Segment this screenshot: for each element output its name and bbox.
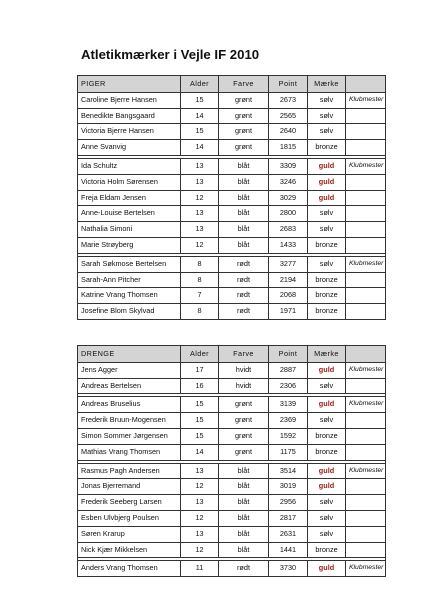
table-row [78, 237, 386, 253]
athlete-name: Mathias Vrang Thomsen [78, 444, 181, 460]
header-note [346, 76, 386, 93]
athlete-age: 12 [181, 479, 219, 495]
athlete-age: 13 [181, 222, 219, 238]
header-color: Farve [219, 346, 269, 363]
athlete-points: 3019 [269, 479, 308, 495]
header-color: Farve [219, 76, 269, 93]
table-row [78, 288, 386, 304]
athlete-name: Jens Agger [78, 362, 181, 378]
header-name: DRENGE [78, 346, 181, 363]
athlete-age: 15 [181, 124, 219, 140]
badge-color: blåt [219, 463, 269, 479]
badge-mark: guld [308, 362, 346, 378]
club-champion-note: Klubmester [346, 397, 386, 413]
table-row [78, 526, 386, 542]
badge-mark: bronze [308, 428, 346, 444]
badge-mark: sølv [308, 510, 346, 526]
athlete-name: Victoria Holm Sørensen [78, 174, 181, 190]
header-age: Alder [181, 76, 219, 93]
athlete-name: Anne Svanvig [78, 140, 181, 156]
badge-color: rødt [219, 256, 269, 272]
boys-table [77, 345, 386, 577]
badge-color: blåt [219, 237, 269, 253]
badge-mark: bronze [308, 542, 346, 558]
table-row [78, 174, 386, 190]
club-champion-note [346, 479, 386, 495]
athlete-points: 2683 [269, 222, 308, 238]
badge-mark: guld [308, 397, 346, 413]
athlete-age: 14 [181, 140, 219, 156]
athlete-age: 12 [181, 190, 219, 206]
athlete-age: 15 [181, 397, 219, 413]
club-champion-note [346, 526, 386, 542]
athlete-points: 3309 [269, 158, 308, 174]
club-champion-note [346, 495, 386, 511]
club-champion-note [346, 304, 386, 320]
athlete-age: 13 [181, 495, 219, 511]
athlete-name: Anne-Louise Bertelsen [78, 206, 181, 222]
badge-mark: guld [308, 561, 346, 577]
athlete-name: Rasmus Pagh Andersen [78, 463, 181, 479]
athlete-age: 8 [181, 256, 219, 272]
badge-mark: guld [308, 463, 346, 479]
athlete-points: 2565 [269, 108, 308, 124]
badge-color: rødt [219, 304, 269, 320]
athlete-name: Freja Eldam Jensen [78, 190, 181, 206]
athlete-age: 13 [181, 526, 219, 542]
badge-color: hvidt [219, 362, 269, 378]
header-note [346, 346, 386, 363]
club-champion-note [346, 444, 386, 460]
table-row [78, 140, 386, 156]
badge-color: grønt [219, 397, 269, 413]
athlete-age: 14 [181, 108, 219, 124]
athlete-name: Nick Kjær Mikkelsen [78, 542, 181, 558]
club-champion-note [346, 288, 386, 304]
athlete-points: 1433 [269, 237, 308, 253]
athlete-age: 12 [181, 510, 219, 526]
header-points: Point [269, 346, 308, 363]
badge-color: grønt [219, 428, 269, 444]
athlete-points: 1971 [269, 304, 308, 320]
athlete-name: Ida Schultz [78, 158, 181, 174]
athlete-age: 12 [181, 542, 219, 558]
badge-mark: sølv [308, 124, 346, 140]
athlete-name: Søren Krarup [78, 526, 181, 542]
badge-color: hvidt [219, 378, 269, 394]
athlete-age: 8 [181, 304, 219, 320]
header-age: Alder [181, 346, 219, 363]
table-row [78, 158, 386, 174]
athlete-name: Jonas Bjerremand [78, 479, 181, 495]
athlete-points: 3139 [269, 397, 308, 413]
athlete-points: 2369 [269, 413, 308, 429]
athlete-age: 13 [181, 206, 219, 222]
badge-mark: bronze [308, 304, 346, 320]
badge-mark: guld [308, 158, 346, 174]
table-row [78, 272, 386, 288]
athlete-age: 13 [181, 174, 219, 190]
athlete-name: Andreas Bruselius [78, 397, 181, 413]
athlete-name: Josefine Blom Skylvad [78, 304, 181, 320]
table-row [78, 190, 386, 206]
table-row [78, 378, 386, 394]
table-row [78, 542, 386, 558]
badge-mark: bronze [308, 288, 346, 304]
club-champion-note [346, 174, 386, 190]
athlete-points: 2631 [269, 526, 308, 542]
table-row [78, 495, 386, 511]
club-champion-note [346, 222, 386, 238]
header-points: Point [269, 76, 308, 93]
athlete-points: 3730 [269, 561, 308, 577]
athlete-age: 15 [181, 92, 219, 108]
badge-color: blåt [219, 158, 269, 174]
athlete-age: 14 [181, 444, 219, 460]
table-row [78, 397, 386, 413]
athlete-age: 13 [181, 158, 219, 174]
header-name: PIGER [78, 76, 181, 93]
athlete-name: Victoria Bjerre Hansen [78, 124, 181, 140]
athlete-points: 2640 [269, 124, 308, 140]
athlete-points: 2194 [269, 272, 308, 288]
header-mark: Mærke [308, 76, 346, 93]
badge-color: blåt [219, 222, 269, 238]
table-row [78, 479, 386, 495]
athlete-name: Sarah Søkmose Bertelsen [78, 256, 181, 272]
page-title: Atletikmærker i Vejle IF 2010 [81, 47, 260, 62]
table-row [78, 362, 386, 378]
athlete-name: Marie Strøyberg [78, 237, 181, 253]
athlete-name: Frederik Bruun-Mogensen [78, 413, 181, 429]
club-champion-note [346, 510, 386, 526]
badge-color: blåt [219, 542, 269, 558]
athlete-points: 3277 [269, 256, 308, 272]
badge-mark: guld [308, 479, 346, 495]
badge-color: grønt [219, 124, 269, 140]
club-champion-note [346, 108, 386, 124]
table-header-row [78, 346, 386, 363]
badge-color: blåt [219, 495, 269, 511]
badge-mark: sølv [308, 256, 346, 272]
athlete-points: 1175 [269, 444, 308, 460]
badge-color: rødt [219, 272, 269, 288]
table-row [78, 206, 386, 222]
table-row [78, 222, 386, 238]
table-row [78, 510, 386, 526]
athlete-age: 11 [181, 561, 219, 577]
badge-color: grønt [219, 140, 269, 156]
athlete-age: 17 [181, 362, 219, 378]
badge-mark: sølv [308, 206, 346, 222]
club-champion-note [346, 140, 386, 156]
athlete-name: Anders Vrang Thomsen [78, 561, 181, 577]
table-row [78, 124, 386, 140]
club-champion-note: Klubmester [346, 362, 386, 378]
athlete-age: 15 [181, 428, 219, 444]
table-row [78, 413, 386, 429]
athlete-age: 15 [181, 413, 219, 429]
athlete-points: 2956 [269, 495, 308, 511]
club-champion-note [346, 124, 386, 140]
athlete-points: 1815 [269, 140, 308, 156]
athlete-points: 3029 [269, 190, 308, 206]
badge-mark: sølv [308, 495, 346, 511]
athlete-points: 3246 [269, 174, 308, 190]
badge-color: blåt [219, 510, 269, 526]
table-header-row [78, 76, 386, 93]
badge-color: blåt [219, 174, 269, 190]
club-champion-note: Klubmester [346, 463, 386, 479]
athlete-age: 16 [181, 378, 219, 394]
header-mark: Mærke [308, 346, 346, 363]
athlete-name: Nathalia Simoni [78, 222, 181, 238]
badge-color: grønt [219, 108, 269, 124]
table-row [78, 256, 386, 272]
girls-table [77, 75, 386, 320]
athlete-name: Simon Sommer Jørgensen [78, 428, 181, 444]
athlete-age: 7 [181, 288, 219, 304]
badge-mark: sølv [308, 413, 346, 429]
club-champion-note [346, 428, 386, 444]
badge-color: blåt [219, 479, 269, 495]
athlete-points: 2817 [269, 510, 308, 526]
athlete-points: 1592 [269, 428, 308, 444]
badge-mark: sølv [308, 108, 346, 124]
athlete-points: 2068 [269, 288, 308, 304]
badge-color: grønt [219, 92, 269, 108]
badge-mark: sølv [308, 92, 346, 108]
athlete-name: Benedikte Bangsgaard [78, 108, 181, 124]
badge-mark: sølv [308, 526, 346, 542]
table-row [78, 428, 386, 444]
table-row [78, 463, 386, 479]
table-row [78, 92, 386, 108]
badge-mark: sølv [308, 378, 346, 394]
club-champion-note [346, 190, 386, 206]
table-row [78, 108, 386, 124]
athlete-points: 2887 [269, 362, 308, 378]
athlete-name: Caroline Bjerre Hansen [78, 92, 181, 108]
club-champion-note [346, 413, 386, 429]
badge-color: blåt [219, 206, 269, 222]
badge-color: grønt [219, 444, 269, 460]
badge-mark: guld [308, 174, 346, 190]
club-champion-note: Klubmester [346, 158, 386, 174]
athlete-points: 1441 [269, 542, 308, 558]
badge-color: grønt [219, 413, 269, 429]
table-row [78, 444, 386, 460]
athlete-name: Andreas Bertelsen [78, 378, 181, 394]
athlete-points: 2673 [269, 92, 308, 108]
badge-mark: bronze [308, 237, 346, 253]
badge-mark: bronze [308, 272, 346, 288]
badge-color: rødt [219, 288, 269, 304]
badge-color: rødt [219, 561, 269, 577]
table-row [78, 561, 386, 577]
club-champion-note: Klubmester [346, 256, 386, 272]
club-champion-note: Klubmester [346, 561, 386, 577]
club-champion-note [346, 378, 386, 394]
club-champion-note: Klubmester [346, 92, 386, 108]
badge-mark: sølv [308, 222, 346, 238]
athlete-age: 8 [181, 272, 219, 288]
club-champion-note [346, 237, 386, 253]
badge-mark: guld [308, 190, 346, 206]
table-row [78, 304, 386, 320]
athlete-name: Sarah-Ann Pitcher [78, 272, 181, 288]
badge-color: blåt [219, 526, 269, 542]
badge-mark: bronze [308, 140, 346, 156]
athlete-name: Katrine Vrang Thomsen [78, 288, 181, 304]
athlete-points: 2800 [269, 206, 308, 222]
badge-color: blåt [219, 190, 269, 206]
athlete-points: 2306 [269, 378, 308, 394]
club-champion-note [346, 206, 386, 222]
club-champion-note [346, 272, 386, 288]
athlete-age: 12 [181, 237, 219, 253]
athlete-name: Frederik Seeberg Larsen [78, 495, 181, 511]
badge-mark: bronze [308, 444, 346, 460]
athlete-points: 3514 [269, 463, 308, 479]
athlete-name: Esben Ulvbjerg Poulsen [78, 510, 181, 526]
athlete-age: 13 [181, 463, 219, 479]
club-champion-note [346, 542, 386, 558]
